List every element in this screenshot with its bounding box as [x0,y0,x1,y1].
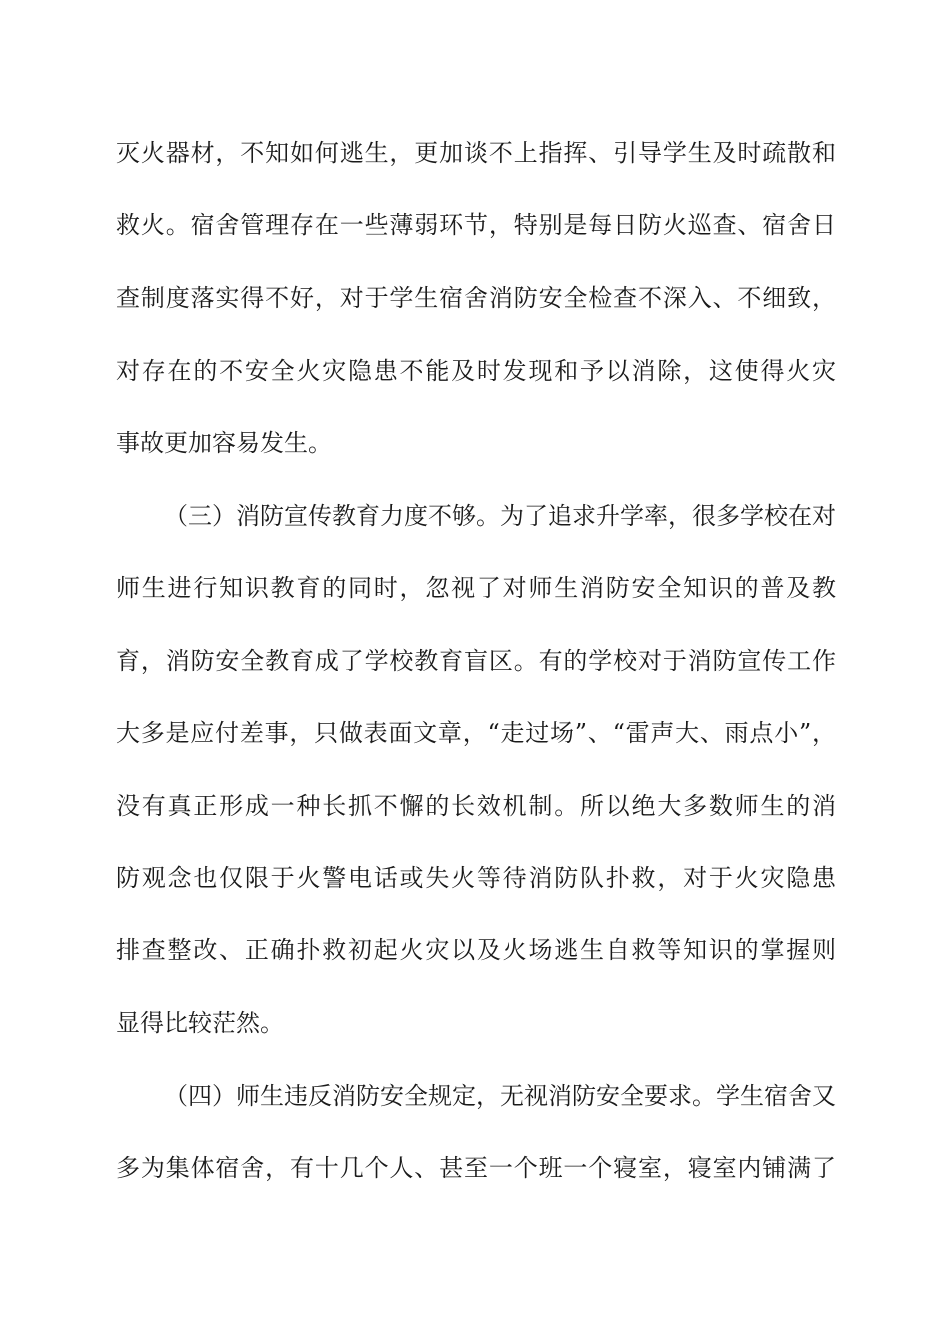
text-line: 救火。宿舍管理存在一些薄弱环节，特别是每日防火巡查、宿舍日 [116,211,836,239]
text-line: 防观念也仅限于火警电话或失火等待消防队扑救，对于火灾隐患 [116,864,836,892]
text-line: 育，消防安全教育成了学校教育盲区。有的学校对于消防宣传工作 [116,647,836,675]
text-line: 查制度落实得不好，对于学生宿舍消防安全检查不深入、不细致， [116,284,836,312]
paragraph-start-line: （四）师生违反消防安全规定，无视消防安全要求。学生宿舍又 [164,1082,836,1110]
text-line: 师生进行知识教育的同时，忽视了对师生消防安全知识的普及教 [116,574,836,602]
text-line: 事故更加容易发生。 [116,429,332,457]
text-line: 多为集体宿舍，有十几个人、甚至一个班一个寝室，寝室内铺满了 [116,1154,836,1182]
text-line: 大多是应付差事，只做表面文章，“走过场”、“雷声大、雨点小”， [116,719,836,747]
paragraph-start-line: （三）消防宣传教育力度不够。为了追求升学率，很多学校在对 [164,502,836,530]
text-line: 没有真正形成一种长抓不懈的长效机制。所以绝大多数师生的消 [116,792,836,820]
text-line: 显得比较茫然。 [116,1009,284,1037]
text-line: 排查整改、正确扑救初起火灾以及火场逃生自救等知识的掌握则 [116,936,836,964]
text-line: 灭火器材，不知如何逃生，更加谈不上指挥、引导学生及时疏散和 [116,139,836,167]
text-line: 对存在的不安全火灾隐患不能及时发现和予以消除，这使得火灾 [116,357,836,385]
